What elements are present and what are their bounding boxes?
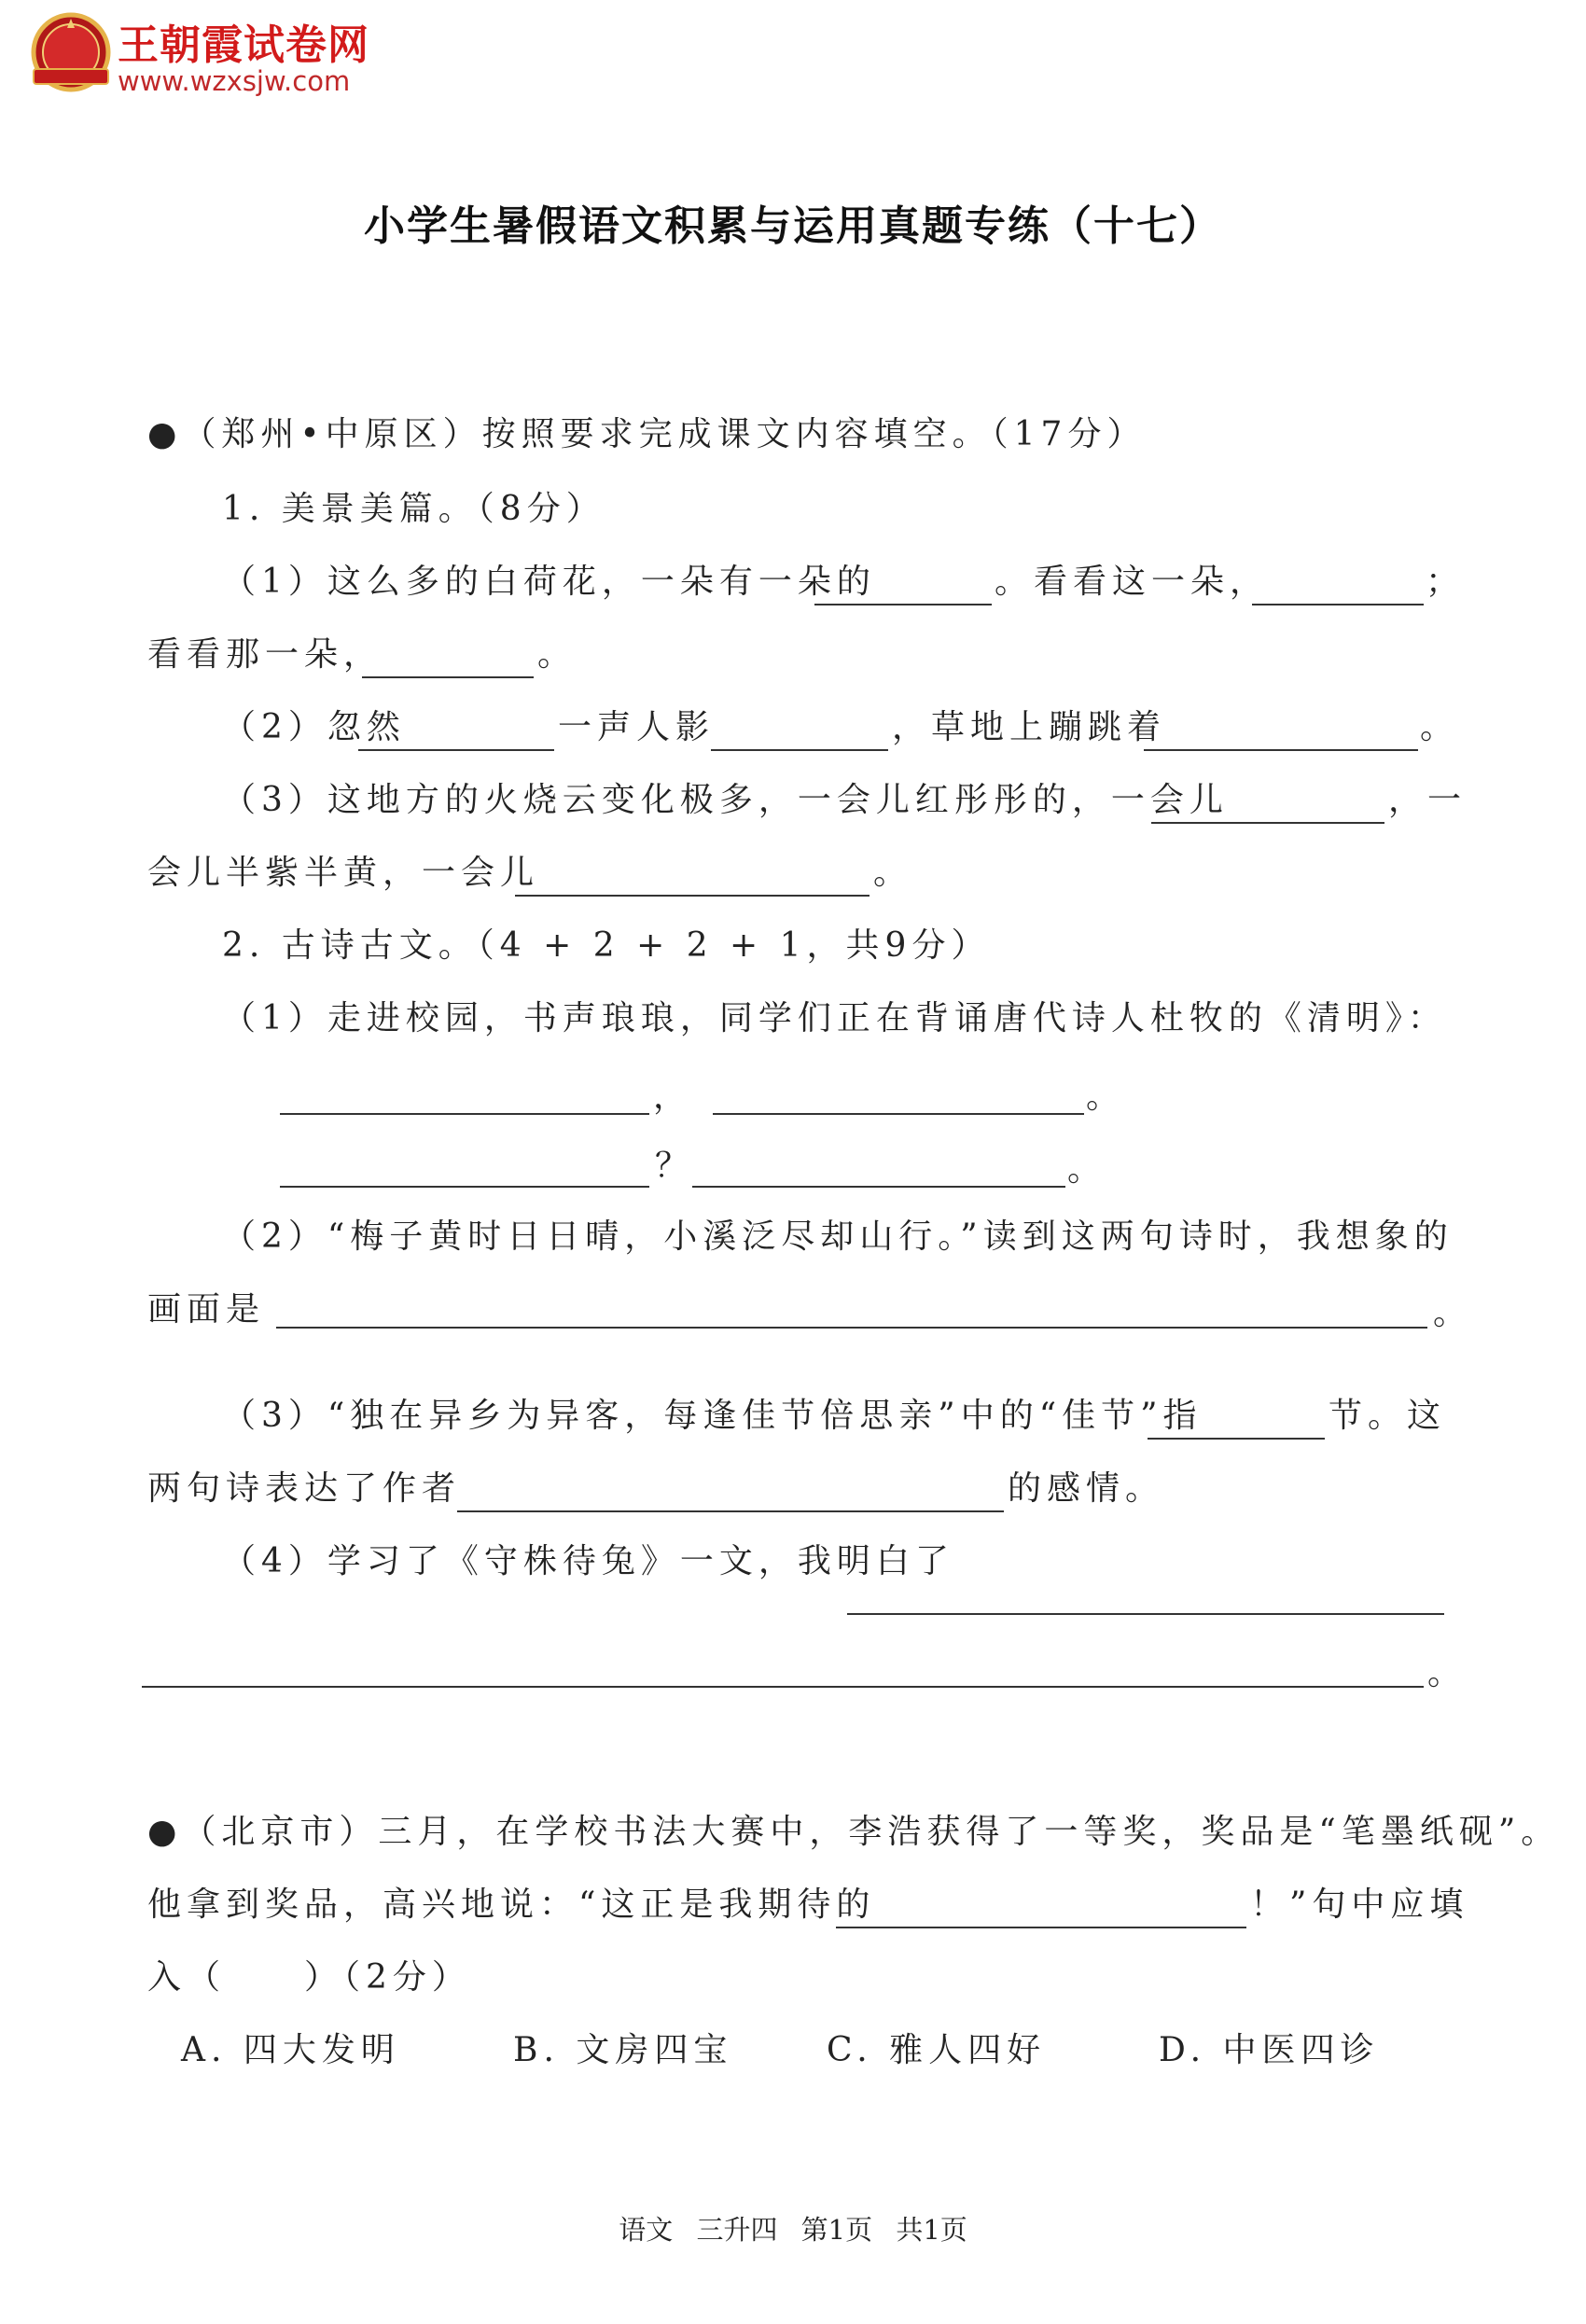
q2-2-text-c: 。 (1433, 1294, 1473, 1332)
q1-3-text-a: （3）这地方的火烧云变化极多，一会儿红彤彤的，一会儿 (222, 781, 1229, 819)
answer-blank[interactable] (711, 749, 888, 751)
poem-period: 。 (1086, 1078, 1126, 1116)
option-d[interactable]: D. 中医四诊 (1159, 2031, 1380, 2069)
section1-intro: ●（郑州•中原区）按照要求完成课文内容填空。（17分） (147, 415, 1147, 453)
footer-page: 第1页 (800, 2214, 873, 2246)
answer-blank[interactable] (1252, 604, 1424, 605)
q2-4-end: 。 (1427, 1654, 1468, 1692)
answer-blank[interactable] (457, 1510, 1004, 1512)
q1-1-text-e: 。 (537, 635, 577, 674)
poem-question: ？ (655, 1147, 695, 1185)
footer-total: 共1页 (896, 2214, 967, 2246)
page-title: 小学生暑假语文积累与运用真题专练（十七） (364, 202, 1222, 250)
answer-blank[interactable] (814, 604, 992, 605)
badge-icon (28, 11, 114, 97)
q1-1-text-c: ； (1426, 563, 1466, 601)
q1-1-text-a: （1）这么多的白荷花，一朵有一朵的 (222, 563, 876, 601)
q2-3-text-b: 节。这 (1329, 1397, 1447, 1435)
section2-line2a: 他拿到奖品，高兴地说：“这正是我期待的 (147, 1886, 876, 1924)
option-a[interactable]: A. 四大发明 (181, 2031, 400, 2069)
section2-line1: ●（北京市）三月，在学校书法大赛中，李浩获得了一等奖，奖品是“笔墨纸砚”。 (147, 1813, 1561, 1851)
poem-period: 。 (1067, 1150, 1107, 1189)
q1-heading: 1. 美景美篇。（8分） (222, 490, 605, 528)
q1-3-text-b: ，一 (1388, 781, 1468, 819)
q1-2-text-c: ，草地上蹦跳着 (892, 708, 1167, 746)
q2-2-text-b: 画面是 (147, 1290, 266, 1329)
q2-4-text: （4）学习了《守株待兔》一文，我明白了 (222, 1542, 954, 1580)
q1-2-text-d: 。 (1420, 708, 1460, 746)
answer-blank[interactable] (1144, 749, 1418, 751)
q2-heading: 2. 古诗古文。（4 + 2 + 2 + 1，共9分） (222, 926, 991, 965)
q1-1-text-b: 。看看这一朵， (995, 563, 1270, 601)
site-url[interactable]: www.wzxsjw.com (118, 65, 351, 97)
q1-2-text-b: 一声人影 (558, 708, 716, 746)
q1-3-text-d: 。 (873, 854, 913, 892)
q1-1-text-d: 看看那一朵， (147, 635, 383, 674)
poem-blank[interactable] (713, 1113, 1084, 1115)
page-footer (0, 2209, 1586, 2247)
option-c[interactable]: C. 雅人四好 (827, 2031, 1047, 2069)
q2-2-text-a: （2）“梅子黄时日日晴，小溪泛尽却山行。”读到这两句诗时，我想象的 (222, 1218, 1454, 1256)
q1-2-text-a: （2）忽然 (222, 708, 406, 746)
answer-blank[interactable] (1148, 1438, 1325, 1440)
footer-subject: 语文 (619, 2214, 674, 2246)
answer-blank[interactable] (362, 676, 534, 678)
answer-blank[interactable] (847, 1613, 1444, 1615)
poem-blank[interactable] (692, 1186, 1065, 1188)
answer-blank[interactable] (142, 1686, 1424, 1688)
answer-blank[interactable] (358, 749, 554, 751)
poem-blank[interactable] (280, 1186, 649, 1188)
poem-comma: ， (653, 1078, 693, 1116)
q2-3-text-d: 的感情。 (1008, 1469, 1165, 1508)
q2-3-text-c: 两句诗表达了作者 (147, 1469, 462, 1508)
answer-blank[interactable] (276, 1327, 1427, 1329)
answer-blank[interactable] (515, 895, 870, 897)
q1-3-text-c: 会儿半紫半黄，一会儿 (147, 854, 540, 892)
section2-line2b: ！”句中应填 (1250, 1886, 1469, 1924)
site-logo (28, 7, 401, 101)
q2-3-text-a: （3）“独在异乡为异客，每逢佳节倍思亲”中的“佳节”指 (222, 1397, 1203, 1435)
option-b[interactable]: B. 文房四宝 (513, 2031, 733, 2069)
q2-1-text: （1）走进校园，书声琅琅，同学们正在背诵唐代诗人杜牧的《清明》： (222, 999, 1447, 1037)
section2-line3: 入（ ）（2分） (147, 1958, 471, 1997)
answer-blank[interactable] (836, 1927, 1246, 1928)
poem-blank[interactable] (280, 1113, 649, 1115)
footer-grade: 三升四 (696, 2214, 778, 2246)
answer-blank[interactable] (1151, 822, 1384, 824)
site-name: 王朝霞试卷网 (118, 21, 369, 69)
